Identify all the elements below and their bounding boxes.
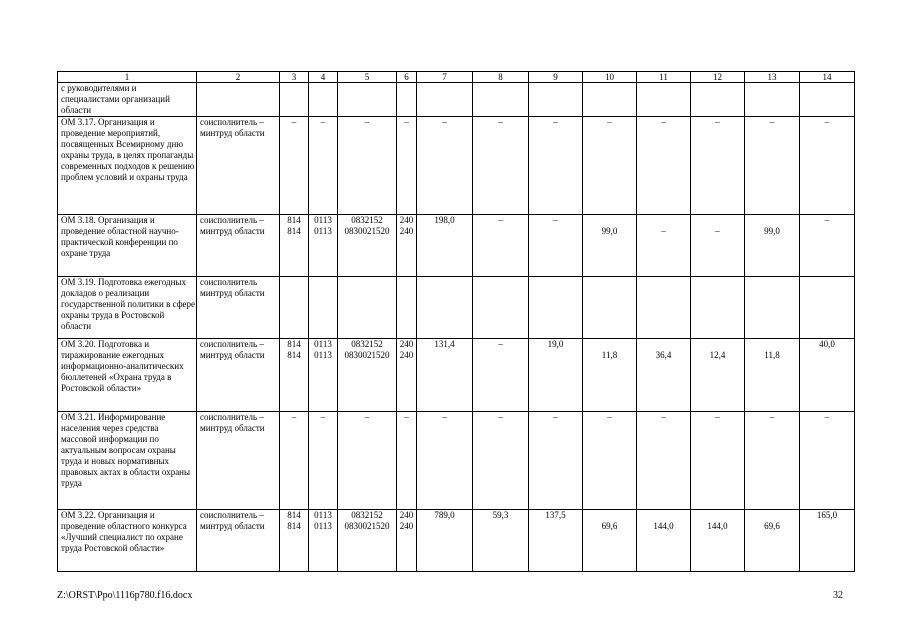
- amount-value: –: [661, 412, 666, 422]
- code-value: 0830021520: [344, 350, 390, 360]
- page-number: 32: [833, 590, 843, 601]
- grbs-cell: [280, 83, 309, 117]
- amount-value: –: [498, 412, 503, 422]
- year-2021-cell: [583, 277, 637, 339]
- column-number-cell: 13: [745, 72, 800, 83]
- amount-value: 11,8: [764, 350, 780, 360]
- amount-value: –: [661, 117, 666, 127]
- year-2022-cell: [637, 339, 691, 412]
- year-2021-cell: [583, 412, 637, 510]
- rzpr-cell: [309, 277, 338, 339]
- rzpr-cell: [309, 339, 338, 412]
- year-2024-cell: [745, 412, 800, 510]
- total-cell: [417, 215, 473, 277]
- amount-value: 40,0: [819, 339, 835, 349]
- executor-cell: соисполнитель минтруд области: [197, 277, 280, 339]
- rzpr-cell: [309, 215, 338, 277]
- code-value: 0832152: [351, 215, 383, 225]
- amount-value: –: [661, 226, 666, 236]
- column-number-cell: 8: [473, 72, 529, 83]
- csr-cell: [338, 510, 397, 572]
- code-value: 0113: [314, 226, 332, 236]
- code-value: –: [291, 117, 297, 127]
- table-row: [58, 117, 855, 215]
- column-number-cell: 9: [529, 72, 583, 83]
- amount-value: 99,0: [601, 226, 618, 236]
- footer-file-path: Z:\ORST\Ppo\1116p780.f16.docx: [57, 590, 193, 601]
- year-2022-cell: [637, 412, 691, 510]
- vr-cell: [397, 412, 417, 510]
- csr-cell: [338, 215, 397, 277]
- code-value: 814: [287, 226, 301, 236]
- amount-value: 11,8: [601, 350, 618, 360]
- amount-value: 131,4: [434, 339, 455, 349]
- csr-cell: [338, 83, 397, 117]
- table-body: [58, 72, 855, 572]
- amount-value: –: [607, 117, 612, 127]
- executor-cell: соисполнитель – минтруд области: [197, 339, 280, 412]
- year-2020-cell: [529, 339, 583, 412]
- grbs-cell: [280, 215, 309, 277]
- year-2021-cell: [583, 215, 637, 277]
- amount-value: –: [607, 412, 612, 422]
- year-2025-cell: [800, 277, 855, 339]
- vr-cell: [397, 117, 417, 215]
- code-value: 0832152: [351, 339, 383, 349]
- table-row: [58, 83, 855, 117]
- vr-cell: [397, 277, 417, 339]
- code-value: 240: [399, 350, 414, 360]
- amount-value: –: [553, 412, 558, 422]
- year-2023-cell: [691, 412, 745, 510]
- column-number-cell: 7: [417, 72, 473, 83]
- csr-cell: [338, 277, 397, 339]
- code-value: 0832152: [351, 510, 383, 520]
- code-value: 0113: [314, 510, 332, 520]
- column-number-cell: 12: [691, 72, 745, 83]
- amount-value: –: [553, 215, 558, 225]
- amount-value: 198,0: [434, 215, 455, 225]
- vr-cell: [397, 510, 417, 572]
- year-2025-cell: [800, 83, 855, 117]
- csr-cell: [338, 117, 397, 215]
- vr-cell: [397, 339, 417, 412]
- total-cell: [417, 117, 473, 215]
- year-2023-cell: [691, 510, 745, 572]
- table-row: [58, 510, 855, 572]
- csr-cell: [338, 412, 397, 510]
- amount-value: –: [715, 226, 720, 236]
- column-number-cell: 14: [800, 72, 855, 83]
- code-value: 240: [399, 339, 414, 349]
- total-cell: [417, 412, 473, 510]
- year-2019-cell: [473, 339, 529, 412]
- year-2022-cell: [637, 117, 691, 215]
- year-2020-cell: [529, 117, 583, 215]
- executor-cell: соисполнитель – минтруд области: [197, 412, 280, 510]
- amount-value: –: [498, 215, 503, 225]
- column-number-cell: 5: [338, 72, 397, 83]
- amount-value: 144,0: [707, 521, 728, 531]
- total-cell: [417, 277, 473, 339]
- year-2021-cell: [583, 83, 637, 117]
- amount-value: –: [498, 117, 503, 127]
- year-2024-cell: [745, 277, 800, 339]
- year-2020-cell: [529, 412, 583, 510]
- year-2022-cell: [637, 215, 691, 277]
- table-row: [58, 215, 855, 277]
- code-value: 814: [287, 521, 301, 531]
- code-value: 814: [287, 510, 301, 520]
- year-2021-cell: [583, 510, 637, 572]
- year-2019-cell: [473, 117, 529, 215]
- vr-cell: [397, 83, 417, 117]
- rzpr-cell: [309, 510, 338, 572]
- column-number-cell: 4: [309, 72, 338, 83]
- amount-value: 165,0: [816, 510, 838, 520]
- grbs-cell: [280, 117, 309, 215]
- year-2024-cell: [745, 510, 800, 572]
- grbs-cell: [280, 339, 309, 412]
- year-2019-cell: [473, 510, 529, 572]
- amount-value: –: [715, 117, 720, 127]
- amount-value: –: [769, 412, 775, 422]
- table-row: [58, 339, 855, 412]
- amount-value: –: [442, 412, 447, 422]
- grbs-cell: [280, 510, 309, 572]
- year-2024-cell: [745, 117, 800, 215]
- year-2023-cell: [691, 83, 745, 117]
- rzpr-cell: [309, 83, 338, 117]
- amount-value: 69,6: [764, 521, 780, 531]
- column-number-row: [58, 72, 855, 83]
- year-2023-cell: [691, 117, 745, 215]
- year-2025-cell: [800, 510, 855, 572]
- amount-value: –: [824, 215, 830, 225]
- amount-value: 36,4: [655, 350, 672, 360]
- executor-cell: [197, 83, 280, 117]
- code-value: 240: [399, 510, 414, 520]
- year-2023-cell: [691, 215, 745, 277]
- code-value: –: [404, 412, 409, 422]
- year-2020-cell: [529, 215, 583, 277]
- column-number-cell: 3: [280, 72, 309, 83]
- amount-value: 12,4: [709, 350, 726, 360]
- code-value: 0113: [314, 339, 332, 349]
- year-2025-cell: [800, 412, 855, 510]
- year-2020-cell: [529, 510, 583, 572]
- amount-value: 59,3: [492, 510, 509, 520]
- amount-value: 69,6: [601, 521, 618, 531]
- year-2022-cell: [637, 83, 691, 117]
- code-value: 814: [287, 339, 301, 349]
- code-value: 0113: [314, 521, 332, 531]
- year-2021-cell: [583, 339, 637, 412]
- year-2024-cell: [745, 215, 800, 277]
- year-2023-cell: [691, 277, 745, 339]
- code-value: 240: [399, 521, 414, 531]
- amount-value: 137,5: [545, 510, 566, 520]
- table-row: [58, 412, 855, 510]
- year-2024-cell: [745, 339, 800, 412]
- code-value: –: [364, 117, 370, 127]
- year-2019-cell: [473, 83, 529, 117]
- column-number-cell: 10: [583, 72, 637, 83]
- column-number-cell: 2: [197, 72, 280, 83]
- executor-cell: соисполнитель – минтруд области: [197, 117, 280, 215]
- total-cell: [417, 83, 473, 117]
- code-value: 0113: [314, 215, 332, 225]
- total-cell: [417, 510, 473, 572]
- year-2023-cell: [691, 339, 745, 412]
- year-2020-cell: [529, 83, 583, 117]
- code-value: 240: [399, 215, 414, 225]
- activity-cell: ОМ 3.22. Организация и проведение областного конкурса «Лучший специалист по охране труда Ростовской области»: [58, 510, 197, 572]
- code-value: –: [364, 412, 370, 422]
- year-2022-cell: [637, 277, 691, 339]
- amount-value: –: [498, 339, 503, 349]
- column-number-cell: 6: [397, 72, 417, 83]
- code-value: –: [404, 117, 409, 127]
- year-2025-cell: [800, 339, 855, 412]
- amount-value: –: [553, 117, 558, 127]
- amount-value: 19,0: [547, 339, 564, 349]
- amount-value: –: [824, 412, 830, 422]
- vr-cell: [397, 215, 417, 277]
- amount-value: 789,0: [434, 510, 455, 520]
- table-row: [58, 277, 855, 339]
- activity-cell: ОМ 3.20. Подготовка и тиражирование ежегодных информационно-аналитических бюллетеней «Охрана труда в Ростовской области»: [58, 339, 197, 412]
- year-2020-cell: [529, 277, 583, 339]
- code-value: 0113: [314, 350, 332, 360]
- csr-cell: [338, 339, 397, 412]
- amount-value: –: [824, 117, 830, 127]
- amount-value: 144,0: [653, 521, 674, 531]
- code-value: 0830021520: [344, 226, 390, 236]
- year-2019-cell: [473, 412, 529, 510]
- column-number-cell: 11: [637, 72, 691, 83]
- amount-value: –: [442, 117, 447, 127]
- year-2025-cell: [800, 117, 855, 215]
- code-value: 240: [399, 226, 414, 236]
- column-number-cell: 1: [58, 72, 197, 83]
- code-value: 0830021520: [344, 521, 390, 531]
- total-cell: [417, 339, 473, 412]
- budget-table: [57, 71, 855, 572]
- executor-cell: соисполнитель – минтруд области: [197, 215, 280, 277]
- year-2019-cell: [473, 215, 529, 277]
- amount-value: –: [769, 117, 775, 127]
- executor-cell: соисполнитель – минтруд области: [197, 510, 280, 572]
- code-value: 814: [287, 350, 301, 360]
- amount-value: –: [715, 412, 720, 422]
- activity-cell: с руководителями и специалистами организаций области: [58, 83, 197, 117]
- year-2021-cell: [583, 117, 637, 215]
- code-value: –: [291, 412, 297, 422]
- grbs-cell: [280, 412, 309, 510]
- activity-cell: ОМ 3.18. Организация и проведение областной научно-практической конференции по охране труда: [58, 215, 197, 277]
- grbs-cell: [280, 277, 309, 339]
- rzpr-cell: [309, 117, 338, 215]
- activity-cell: ОМ 3.19. Подготовка ежегодных докладов о реализации государственной политики в сфере охраны труда в Ростовской области: [58, 277, 197, 339]
- code-value: 814: [287, 215, 301, 225]
- year-2025-cell: [800, 215, 855, 277]
- year-2019-cell: [473, 277, 529, 339]
- amount-value: 99,0: [764, 226, 780, 236]
- rzpr-cell: [309, 412, 338, 510]
- year-2022-cell: [637, 510, 691, 572]
- activity-cell: ОМ 3.21. Информирование населения через средства массовой информации по актуальным вопросам охраны труда и новых нормативных правовых актах в области охраны труда: [58, 412, 197, 510]
- code-value: –: [320, 117, 326, 127]
- activity-cell: ОМ 3.17. Организация и проведение мероприятий, посвященных Всемирному дню охраны труда, в целях пропаганды современных подходов к решению проблем условий и охраны труда: [58, 117, 197, 215]
- year-2024-cell: [745, 83, 800, 117]
- code-value: –: [320, 412, 326, 422]
